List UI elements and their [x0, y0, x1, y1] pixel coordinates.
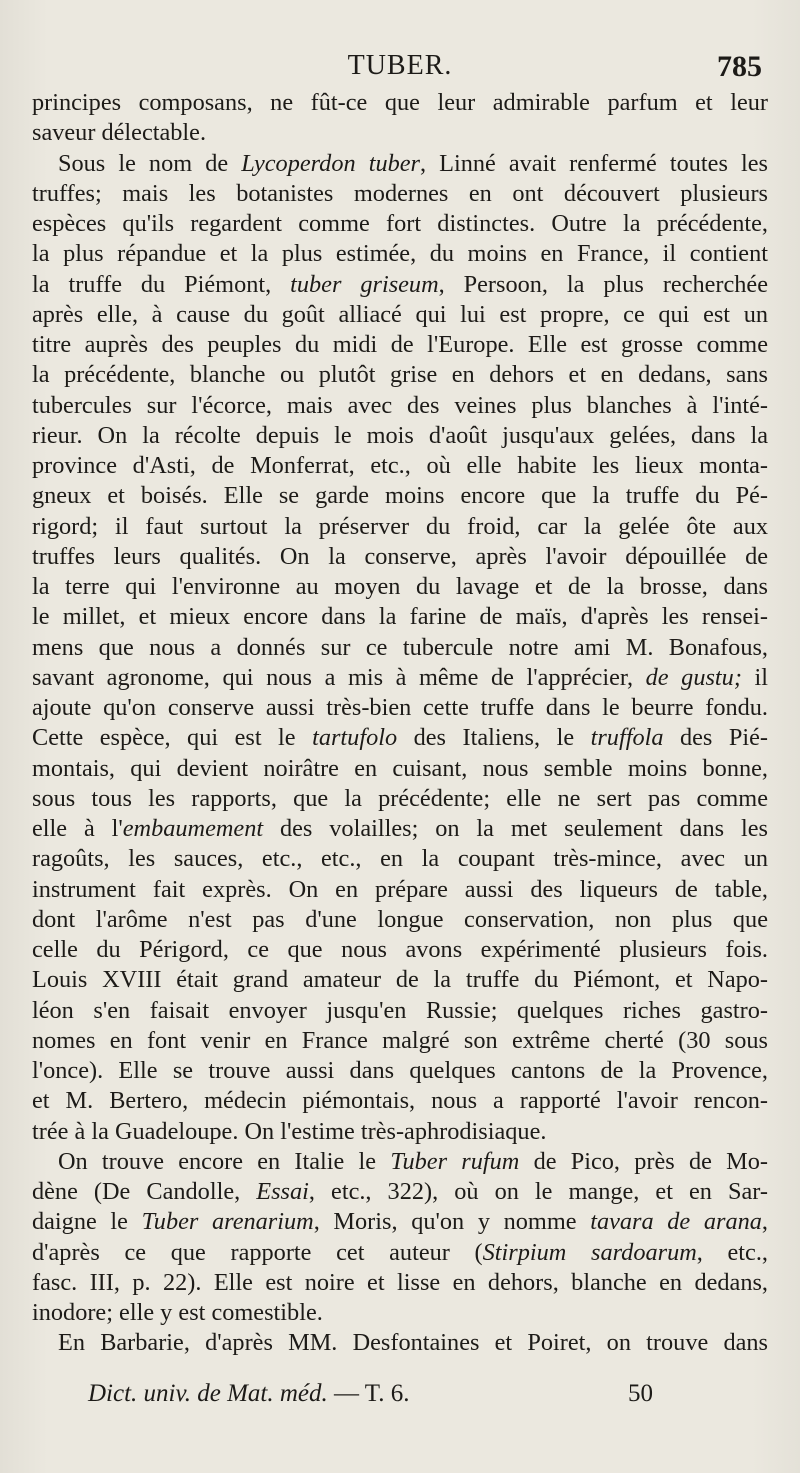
text-line: dont l'arôme n'est pas d'une longue conservation, non plus que	[32, 905, 768, 933]
text-line: ragoûts, les sauces, etc., etc., en la coupant très-mince, avec un	[32, 845, 768, 873]
text-line: savant agronome, qui nous a mis à même de l'apprécier, de gustu; il	[32, 663, 769, 691]
page-footer	[0, 1380, 800, 1420]
text-line: montais, qui devient noirâtre en cuisant, nous semble moins bonne,	[32, 754, 768, 782]
text-line: la terre qui l'environne au moyen du lavage et de la brosse, dans	[32, 573, 768, 600]
text-line: elle à l'embaumement des volailles; on la met seulement dans les	[32, 815, 768, 842]
text-line: titre auprès des peuples du midi de l'Europe. Elle est grosse comme	[32, 331, 768, 358]
text-line: En Barbarie, d'après MM. Desfontaines et Poiret, on trouve dans	[58, 1329, 768, 1357]
text-line: léon s'en faisait envoyer jusqu'en Russie; quelques riches gastro-	[32, 996, 768, 1024]
text-line: nomes en font venir en France malgré son extrême cherté (30 sous	[32, 1026, 768, 1054]
text-line: rigord; il faut surtout la préserver du froid, car la gelée ôte aux	[32, 512, 768, 540]
page-number: 785	[717, 50, 762, 83]
body-text	[32, 88, 768, 1359]
text-line: la précédente, blanche ou plutôt grise en dehors et en dedans, sans	[32, 361, 768, 389]
text-line: ajoute qu'on conserve aussi très-bien cette truffe dans le beurre fondu.	[32, 694, 768, 721]
text-line: gneux et boisés. Elle se garde moins encore que la truffe du Pé-	[32, 482, 768, 510]
text-line: fasc. III, p. 22). Elle est noire et lisse en dehors, blanche en dedans,	[32, 1268, 768, 1296]
text-line: On trouve encore en Italie le Tuber rufum de Pico, près de Mo-	[58, 1147, 768, 1175]
footer-signature	[88, 1380, 409, 1408]
text-line: le millet, et mieux encore dans la farine de maïs, d'après les rensei-	[32, 603, 768, 631]
text-line: celle du Périgord, ce que nous avons expérimenté plusieurs fois.	[32, 936, 768, 963]
text-line: rieur. On la récolte depuis le mois d'août jusqu'aux gelées, dans la	[32, 421, 768, 449]
text-line: d'après ce que rapporte cet auteur (Stirpium sardoarum, etc.,	[32, 1238, 768, 1266]
text-line: après elle, à cause du goût alliacé qui lui est propre, ce qui est un	[32, 300, 768, 328]
text-line: daigne le Tuber arenarium, Moris, qu'on y nomme tavara de arana,	[32, 1208, 768, 1236]
text-line: et M. Bertero, médecin piémontais, nous a rapporté l'avoir rencon-	[32, 1087, 768, 1115]
running-title: TUBER.	[347, 50, 453, 81]
text-line: mens que nous a donnés sur ce tubercule notre ami M. Bonafous,	[32, 633, 768, 661]
page-header	[0, 50, 800, 90]
text-line: Sous le nom de Lycoperdon tuber, Linné avait renfermé toutes les	[58, 149, 768, 177]
text-line: Cette espèce, qui est le tartufolo des Italiens, le truffola des Pié-	[32, 724, 768, 752]
text-line: dène (De Candolle, Essai, etc., 322), où on le mange, et en Sar-	[32, 1178, 768, 1205]
volume-label: — T. 6.	[334, 1380, 410, 1407]
text-line: Louis XVIII était grand amateur de la truffe du Piémont, et Napo-	[32, 966, 768, 994]
text-line: l'once). Elle se trouve aussi dans quelques cantons de la Provence,	[32, 1057, 768, 1084]
text-line: truffes leurs qualités. On la conserve, après l'avoir dépouillée de	[32, 542, 768, 570]
text-line: la truffe du Piémont, tuber griseum, Persoon, la plus recherchée	[32, 270, 768, 298]
text-line: truffes; mais les botanistes modernes en ont découvert plusieurs	[32, 179, 768, 207]
signature-title: Dict. univ. de Mat. méd.	[88, 1380, 328, 1407]
text-line: province d'Asti, de Monferrat, etc., où elle habite les lieux monta-	[32, 452, 768, 479]
text-line: instrument fait exprès. On en prépare aussi des liqueurs de table,	[32, 875, 768, 903]
text-line: principes composans, ne fût-ce que leur admirable parfum et leur	[32, 89, 768, 116]
text-line: saveur délectable.	[32, 119, 207, 147]
text-line: la plus répandue et la plus estimée, du moins en France, il contient	[32, 240, 768, 268]
text-line: sous tous les rapports, que la précédente; elle ne sert pas comme	[32, 784, 768, 812]
signature-number: 50	[628, 1380, 653, 1407]
text-line: tubercules sur l'écorce, mais avec des veines plus blanches à l'inté-	[32, 391, 768, 419]
text-line: espèces qu'ils regardent comme fort distinctes. Outre la précédente,	[32, 210, 768, 237]
text-line: inodore; elle y est comestible.	[32, 1299, 323, 1326]
text-line: trée à la Guadeloupe. On l'estime très-aphrodisiaque.	[32, 1117, 547, 1145]
